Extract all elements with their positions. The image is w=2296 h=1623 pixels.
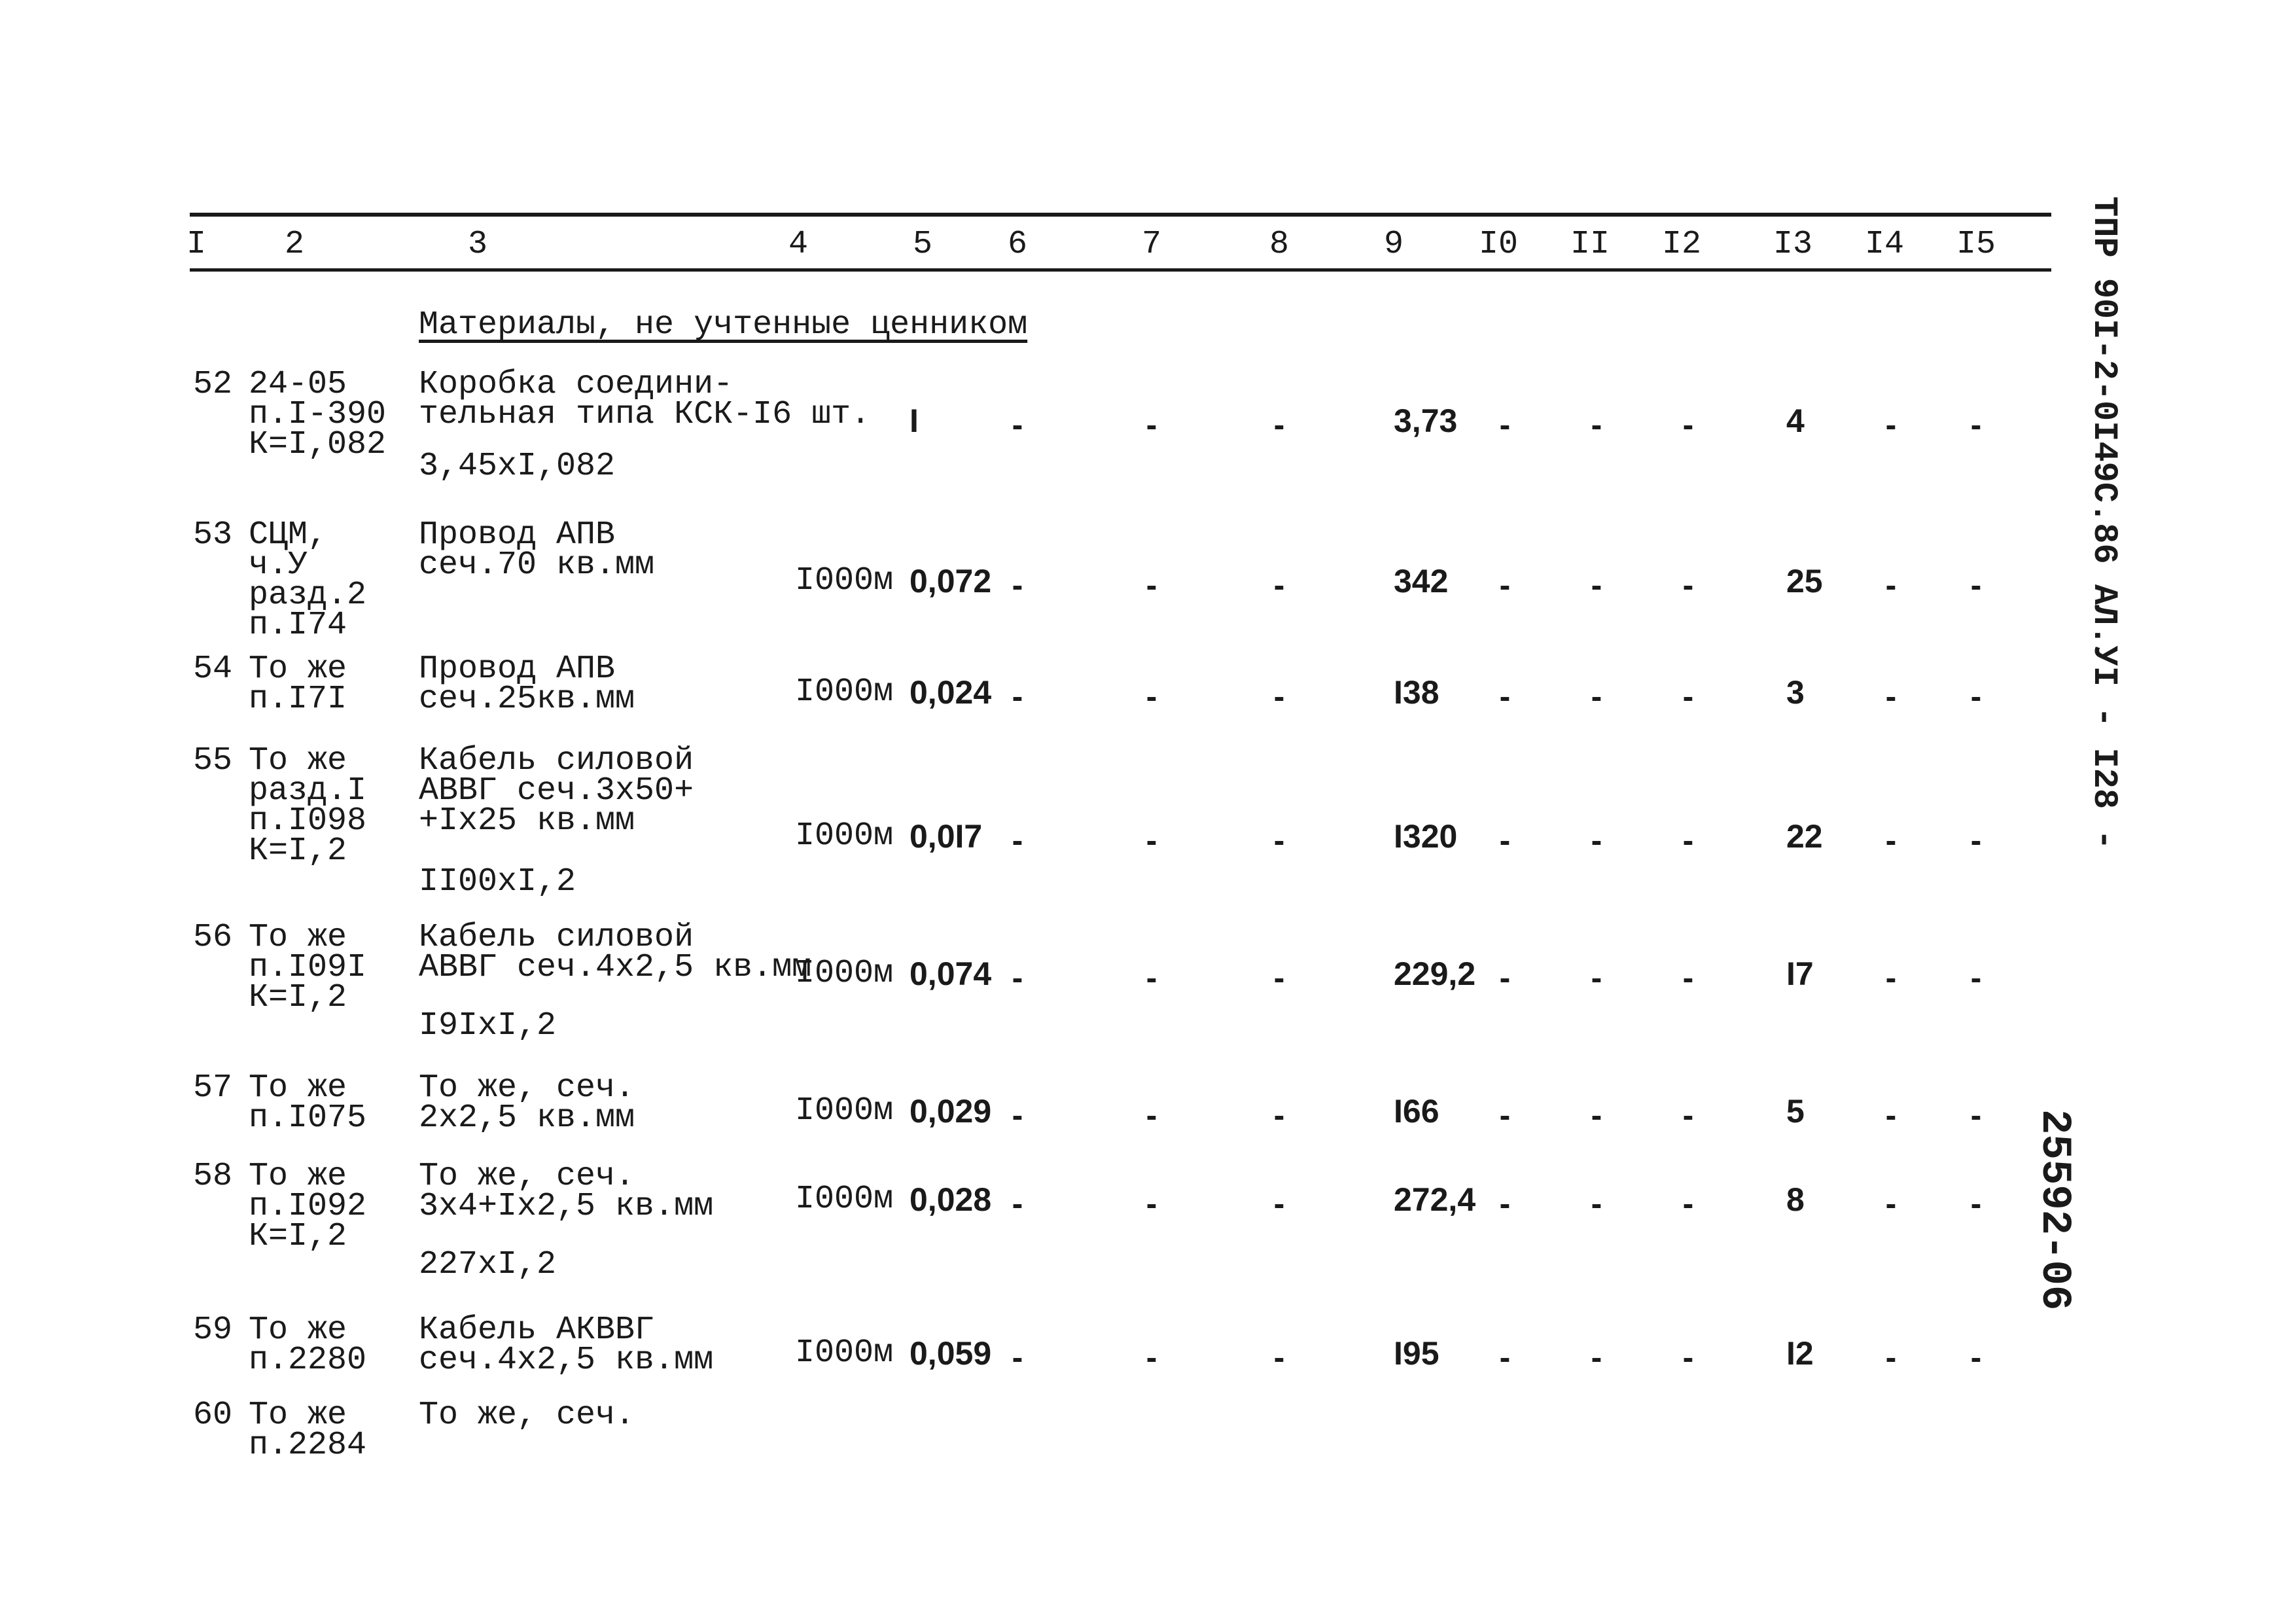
row-col-15: - xyxy=(1970,406,1982,443)
row-col-14: - xyxy=(1885,567,1897,603)
row-col-6: - xyxy=(1012,406,1023,443)
row-col-11: - xyxy=(1591,1339,1602,1376)
row-name: Провод АПВ сеч.25кв.мм xyxy=(419,651,635,718)
row-number: 52 xyxy=(193,366,233,403)
row-col-12: - xyxy=(1682,406,1694,443)
row-col-7: - xyxy=(1146,1339,1157,1376)
row-col-10: - xyxy=(1499,678,1511,715)
row-col-8: - xyxy=(1273,822,1285,859)
row-unit: I000м xyxy=(795,562,894,599)
row-col-13: 3 xyxy=(1786,674,1805,711)
row-name: Провод АПВ сеч.70 кв.мм xyxy=(419,516,655,584)
row-col-15: - xyxy=(1970,567,1982,603)
row-calculation: 227хI,2 xyxy=(419,1246,557,1283)
row-col-6: - xyxy=(1012,678,1023,715)
row-calculation: II00xI,2 xyxy=(419,863,576,901)
row-unit: I000м xyxy=(795,817,894,855)
row-col-7: - xyxy=(1146,406,1157,443)
row-col-12: - xyxy=(1682,678,1694,715)
row-col-10: - xyxy=(1499,1185,1511,1222)
row-col-7: - xyxy=(1146,567,1157,603)
row-col-6: - xyxy=(1012,1097,1023,1133)
row-col-15: - xyxy=(1970,822,1982,859)
row-unit: I000м xyxy=(795,673,894,711)
row-col-15: - xyxy=(1970,1339,1982,1376)
row-reference: То же п.2284 xyxy=(249,1397,367,1464)
row-quantity: 0,0I7 xyxy=(910,818,983,855)
row-col-6: - xyxy=(1012,567,1023,603)
row-col-8: - xyxy=(1273,1339,1285,1376)
row-col-15: - xyxy=(1970,678,1982,715)
row-col-9: I320 xyxy=(1394,818,1458,855)
section-title: Материалы, не учтенные ценником xyxy=(419,306,1028,344)
row-col-9: 272,4 xyxy=(1394,1181,1476,1218)
row-col-8: - xyxy=(1273,1097,1285,1133)
row-col-14: - xyxy=(1885,1097,1897,1133)
row-number: 53 xyxy=(193,516,233,554)
header-col-8: 8 xyxy=(1269,226,1289,263)
row-col-14: - xyxy=(1885,1339,1897,1376)
row-col-8: - xyxy=(1273,406,1285,443)
row-unit: I000м xyxy=(795,955,894,992)
table-top-rule xyxy=(190,213,2051,217)
header-col-5: 5 xyxy=(912,226,932,263)
row-col-10: - xyxy=(1499,406,1511,443)
row-calculation: 3,45xI,082 xyxy=(419,448,616,485)
row-number: 60 xyxy=(193,1397,233,1434)
row-quantity: 0,029 xyxy=(910,1093,992,1130)
row-col-7: - xyxy=(1146,1185,1157,1222)
side-doc-code: ТПР 90I-2-0I49С.86 АЛ.УI - I28 - xyxy=(2085,196,2123,850)
row-col-10: - xyxy=(1499,822,1511,859)
row-col-10: - xyxy=(1499,1339,1511,1376)
row-col-8: - xyxy=(1273,959,1285,996)
row-col-11: - xyxy=(1591,959,1602,996)
row-reference: То же разд.I п.I098 К=I,2 xyxy=(249,742,367,870)
row-col-7: - xyxy=(1146,678,1157,715)
row-col-9: I38 xyxy=(1394,674,1439,711)
row-col-12: - xyxy=(1682,1185,1694,1222)
row-col-11: - xyxy=(1591,406,1602,443)
row-col-14: - xyxy=(1885,959,1897,996)
header-col-4: 4 xyxy=(788,226,808,263)
row-number: 54 xyxy=(193,651,233,688)
table-header-rule xyxy=(190,268,2051,272)
row-col-6: - xyxy=(1012,1185,1023,1222)
row-col-10: - xyxy=(1499,959,1511,996)
row-name: То же, сеч. xyxy=(419,1397,635,1434)
row-col-8: - xyxy=(1273,678,1285,715)
row-col-13: 8 xyxy=(1786,1181,1805,1218)
row-col-9: I66 xyxy=(1394,1093,1439,1130)
row-col-13: 22 xyxy=(1786,818,1823,855)
header-col-12: I2 xyxy=(1661,226,1701,263)
header-col-10: I0 xyxy=(1478,226,1518,263)
row-col-11: - xyxy=(1591,678,1602,715)
row-col-6: - xyxy=(1012,822,1023,859)
row-quantity: I xyxy=(910,402,919,439)
header-col-1: I xyxy=(186,226,206,263)
header-col-14: I4 xyxy=(1864,226,1904,263)
row-quantity: 0,059 xyxy=(910,1335,992,1372)
row-reference: 24-05 п.I-390 К=I,082 xyxy=(249,366,387,463)
header-col-13: I3 xyxy=(1773,226,1812,263)
row-number: 55 xyxy=(193,742,233,779)
header-col-6: 6 xyxy=(1007,226,1027,263)
row-reference: СЦМ, ч.У разд.2 п.I74 xyxy=(249,516,367,644)
row-col-15: - xyxy=(1970,959,1982,996)
row-number: 59 xyxy=(193,1311,233,1349)
row-name: То же, сеч. 2х2,5 кв.мм xyxy=(419,1069,635,1137)
row-quantity: 0,074 xyxy=(910,955,992,992)
row-calculation: I9IxI,2 xyxy=(419,1007,557,1044)
row-col-6: - xyxy=(1012,1339,1023,1376)
row-quantity: 0,072 xyxy=(910,563,992,599)
row-reference: То же п.I075 xyxy=(249,1069,367,1137)
row-quantity: 0,024 xyxy=(910,674,992,711)
row-name: Кабель силовой АВВГ сеч.3х50+ +Iх25 кв.мм xyxy=(419,742,694,840)
row-col-11: - xyxy=(1591,1097,1602,1133)
row-col-7: - xyxy=(1146,959,1157,996)
row-number: 57 xyxy=(193,1069,233,1107)
row-col-13: 4 xyxy=(1786,402,1805,439)
row-col-13: 5 xyxy=(1786,1093,1805,1130)
row-reference: То же п.I09I К=I,2 xyxy=(249,919,367,1016)
header-col-3: 3 xyxy=(467,226,487,263)
row-reference: То же п.2280 xyxy=(249,1311,367,1379)
row-col-12: - xyxy=(1682,1339,1694,1376)
row-col-15: - xyxy=(1970,1185,1982,1222)
row-col-9: 342 xyxy=(1394,563,1449,599)
header-col-9: 9 xyxy=(1383,226,1404,263)
row-col-8: - xyxy=(1273,567,1285,603)
row-col-9: 229,2 xyxy=(1394,955,1476,992)
row-col-9: I95 xyxy=(1394,1335,1439,1372)
row-col-10: - xyxy=(1499,567,1511,603)
row-number: 56 xyxy=(193,919,233,956)
row-col-10: - xyxy=(1499,1097,1511,1133)
row-col-12: - xyxy=(1682,822,1694,859)
row-name: То же, сеч. 3х4+Iх2,5 кв.мм xyxy=(419,1158,714,1225)
row-col-12: - xyxy=(1682,959,1694,996)
row-reference: То же п.I7I xyxy=(249,651,347,718)
header-col-15: I5 xyxy=(1956,226,1996,263)
row-name: Кабель АКВВГ сеч.4х2,5 кв.мм xyxy=(419,1311,714,1379)
row-col-8: - xyxy=(1273,1185,1285,1222)
row-name: Коробка соедини- тельная типа КСК-I6 шт. xyxy=(419,366,871,433)
row-reference: То же п.I092 К=I,2 xyxy=(249,1158,367,1255)
row-unit: I000м xyxy=(795,1334,894,1372)
row-col-14: - xyxy=(1885,406,1897,443)
row-col-14: - xyxy=(1885,678,1897,715)
header-col-11: II xyxy=(1570,226,1610,263)
row-col-15: - xyxy=(1970,1097,1982,1133)
header-col-7: 7 xyxy=(1141,226,1161,263)
row-quantity: 0,028 xyxy=(910,1181,992,1218)
row-number: 58 xyxy=(193,1158,233,1195)
row-unit: I000м xyxy=(795,1092,894,1130)
row-col-7: - xyxy=(1146,822,1157,859)
header-col-2: 2 xyxy=(284,226,304,263)
row-col-12: - xyxy=(1682,1097,1694,1133)
row-col-7: - xyxy=(1146,1097,1157,1133)
row-col-9: 3,73 xyxy=(1394,402,1458,439)
row-col-11: - xyxy=(1591,822,1602,859)
row-col-13: I2 xyxy=(1786,1335,1814,1372)
row-col-13: 25 xyxy=(1786,563,1823,599)
row-col-14: - xyxy=(1885,1185,1897,1222)
row-col-14: - xyxy=(1885,822,1897,859)
row-col-11: - xyxy=(1591,567,1602,603)
row-col-11: - xyxy=(1591,1185,1602,1222)
row-col-6: - xyxy=(1012,959,1023,996)
row-col-13: I7 xyxy=(1786,955,1814,992)
row-unit: I000м xyxy=(795,1181,894,1218)
side-stamp-number: 25592-06 xyxy=(2030,1109,2077,1311)
row-col-12: - xyxy=(1682,567,1694,603)
row-name: Кабель силовой АВВГ сеч.4х2,5 кв.мм xyxy=(419,919,812,986)
